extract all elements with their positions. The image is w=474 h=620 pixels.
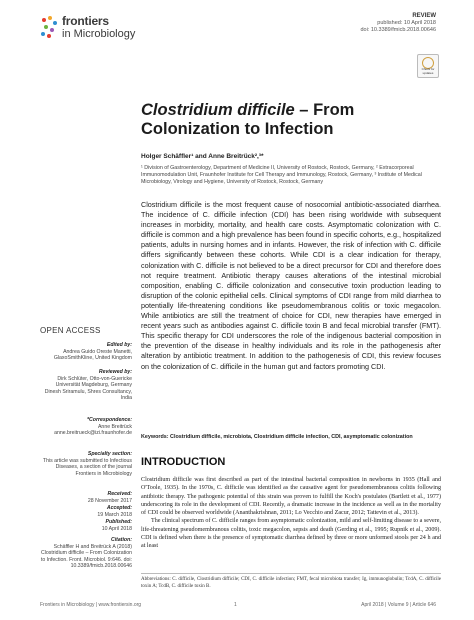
published-date: published: 10 April 2018 <box>377 20 436 26</box>
corr-label: *Correspondence: <box>87 417 132 423</box>
open-access-label: OPEN ACCESS <box>40 326 101 335</box>
citation-label: Citation: <box>110 537 132 543</box>
logo-journal-name: in Microbiology <box>62 28 136 40</box>
article-meta <box>360 13 436 34</box>
keywords: Keywords: Clostridium difficile, microbiota, Clostridium difficile infection, CDI, asymptomatic colonization <box>141 434 413 440</box>
accepted-value: 19 March 2018 <box>97 511 132 518</box>
reviewed-value: Dirk Schlüter, Otto-von-Guericke Universität Magdeburg, Germany Dinesh Sriramulu, Shres Consultancy, India <box>44 375 132 402</box>
title-rest: – From Colonization to Infection <box>141 101 355 138</box>
edited-label: Edited by: <box>106 342 132 348</box>
accepted-label: Accepted: <box>106 505 132 511</box>
section-heading: INTRODUCTION <box>141 456 226 468</box>
article-title <box>141 101 441 139</box>
footer-issue: April 2018 | Volume 9 | Article 646 <box>361 602 436 608</box>
paragraph: The clinical spectrum of C. difficile ranges from asymptomatic colonization, mild and self-limiting disease to a severe, life-threatening pseudomembranous colitis, toxic megacolon, sepsis and death (Gerding et al., 1995; Rupnik et al., 2009). CDI is defined when there is the presence of symptomatic diarrhea defined by three or more unformed stools per 24 h and at least <box>141 518 441 550</box>
authors[interactable]: Holger Schäffler¹ and Anne Breitrück²,³* <box>141 153 264 160</box>
doi-link[interactable]: doi: 10.3389/fmicb.2018.00646 <box>360 27 436 33</box>
footer-journal[interactable]: Frontiers in Microbiology | www.frontiersin.org <box>40 602 142 608</box>
published-value: 10 April 2018 <box>101 525 132 532</box>
abbreviations: Abbreviations: C. difficile, Clostridium difficile; CDI, C. difficile infection; FMT, fecal microbiota transfer; Ig, immunoglobulin; TcdA, C. difficile toxin A; TcdB, C. difficile toxin B. <box>141 577 441 589</box>
divider <box>141 573 441 574</box>
citation <box>40 537 132 570</box>
journal-logo[interactable] <box>40 14 150 48</box>
page-number: 1 <box>234 602 237 608</box>
specialty-section <box>40 451 132 477</box>
published-label: Published: <box>105 519 132 525</box>
paragraph: Clostridium difficile was first described as part of the intestinal bacterial composition in newborns in 1935 (Hall and O'Toole, 1935). In the 1970s, C. difficile was identified as the causative agent for pseudomembranous colitis following antibiotic therapy. The pathogenic potential of this strain was proven to fulfill the Koch's postulates (Bartlett et al., 1977) underscoring its role in the development of CDI. Recently, a dramatic increase in the incidence as well as in the mortality of CDI could be observed worldwide (Ananthakrishnan, 2011; Lo Vecchio and Zacur, 2012; Tattevin et al., 2013). <box>141 477 441 517</box>
received <box>40 491 132 504</box>
citation-value: Schäffler H and Breitrück A (2018) Clostridium difficile – From Colonization to Infection. Front. Microbiol. 9:646. doi: 10.3389/fmicb.2018.00646 <box>40 543 132 570</box>
article-type: REVIEW <box>412 13 436 19</box>
introduction-text <box>141 476 441 551</box>
received-value: 28 November 2017 <box>87 497 132 504</box>
correspondence <box>40 417 132 437</box>
reviewed-by <box>40 369 132 402</box>
corr-value[interactable]: Anne Breitrück anne.breitrueck@izi.fraunhofer.de <box>54 423 132 437</box>
specialty-label: Specialty section: <box>87 451 132 457</box>
edited-value: Andrea Guido Oreste Manetti, GlaxoSmithKline, United Kingdom <box>53 348 132 362</box>
specialty-value: This article was submitted to Infectious Diseases, a section of the journal Frontiers in Microbiology <box>42 457 132 477</box>
frontiers-logo-icon <box>40 16 58 38</box>
badge-label: Check for updates <box>421 67 435 75</box>
logo-name: frontiers <box>62 14 109 28</box>
edited-by <box>40 342 132 362</box>
check-for-updates-button[interactable] <box>417 54 439 78</box>
reviewed-label: Reviewed by: <box>98 369 132 375</box>
title-species: Clostridium difficile <box>141 101 295 119</box>
accepted <box>40 505 132 518</box>
published <box>40 519 132 532</box>
received-label: Received: <box>107 491 132 497</box>
affiliations: ¹ Division of Gastroenterology, Department of Medicine II, University of Rostock, Rostock, Germany, ² Extracorporeal Immunomodulation Unit, Fraunhofer Institute for Cell Therapy and Immunology, Rostock, Germany, ³ Institute of Medical Microbiology, Virology and Hygiene, University of Rostock, Rostock, Germany <box>141 165 422 185</box>
abstract: Clostridium difficile is the most frequent cause of nosocomial antibiotic-associated diarrhea. The incidence of C. difficile infection (CDI) has been rising worldwide with subsequent increases in morbidity, mortality, and health care costs. Asymptomatic colonization with C. difficile is common and a high prevalence has been found in specific cohorts, e.g., hospitalized patients, adults in nursing homes and in infants. However, the risk of infection with C. difficile differs significantly between these cohorts. While CDI is a clear indication for therapy, colonization with C. difficile is not believed to be a direct precursor for CDI and therefore does not require treatment. Antibiotic therapy causes alterations of the intestinal microbial composition, enabling C. difficile colonization and consecutive toxin production leading to disruption of the colonic epithelial cells. Clinical symptoms of CDI range from mild diarrhea to potentially life-threatening conditions like pseudomembranous colitis or toxic megacolon. While antibiotics are still the treatment of choice for CDI, new therapies have emerged in recent years such as antibodies against C. difficile toxin B and fecal microbial transfer (FMT). This specific therapy for CDI underscores the role of the indigenous bacterial composition in the prevention of the disease in healthy individuals and its role in the pathogenesis after alteration by antibiotic treatment. In addition to the pathogenesis of CDI, this review focuses on the colonization of C. difficile in the human gut and factors promoting CDI. <box>141 200 441 371</box>
